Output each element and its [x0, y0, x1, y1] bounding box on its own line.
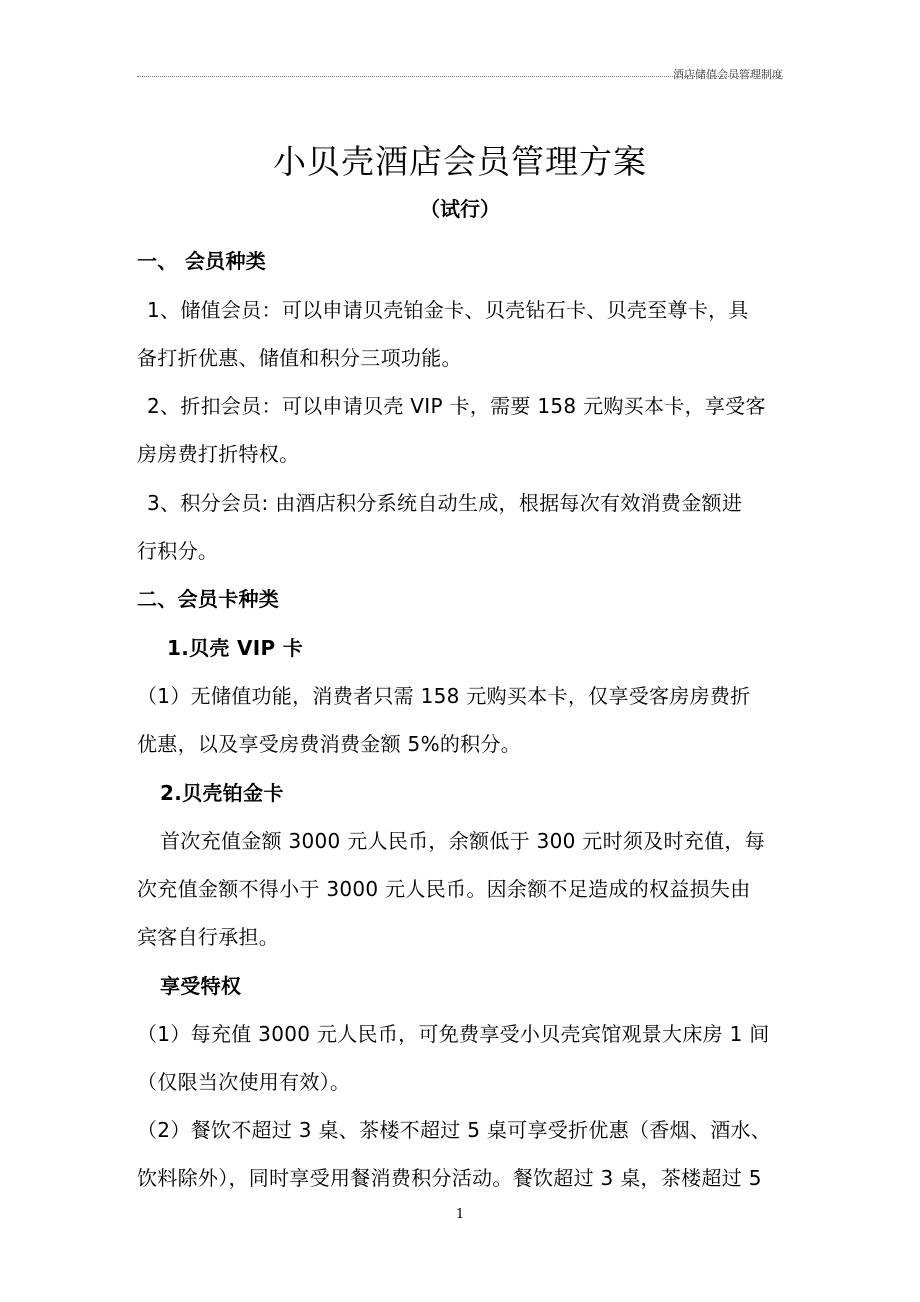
subsection-heading-vip-card: 1.贝壳 VIP 卡 [167, 636, 304, 660]
paragraph-line: 行积分。 [137, 539, 219, 563]
paragraph-line: （1）无储值功能，消费者只需 158 元购买本卡，仅享受客房房费折 [137, 684, 751, 708]
paragraph-line: （2）餐饮不超过 3 桌、茶楼不超过 5 桌可享受折优惠（香烟、酒水、 [137, 1118, 772, 1142]
paragraph-line: 饮料除外），同时享受用餐消费积分活动。餐饮超过 3 桌，茶楼超过 5 [137, 1166, 762, 1190]
paragraph-line: 首次充值金额 3000 元人民币，余额低于 300 元时须及时充值，每 [160, 829, 766, 853]
running-header: 酒店储值会员管理制度 [673, 68, 783, 81]
paragraph-line: 房房费打折特权。 [137, 442, 300, 466]
paragraph-line: 备打折优惠、储值和积分三项功能。 [137, 346, 462, 370]
document-subtitle: （试行） [420, 197, 500, 221]
paragraph-line: 宾客自行承担。 [137, 925, 280, 949]
paragraph-line: 次充值金额不得小于 3000 元人民币。因余额不足造成的权益损失由 [137, 877, 751, 901]
subsection-heading-platinum-card: 2.贝壳铂金卡 [160, 781, 284, 805]
paragraph-line: （1）每充值 3000 元人民币，可免费享受小贝壳宾馆观景大床房 1 间 [137, 1022, 770, 1046]
paragraph-line: 优惠，以及享受房费消费金额 5%的积分。 [137, 732, 522, 756]
page-number: 1 [455, 1207, 465, 1222]
section-heading-card-types: 二、会员卡种类 [137, 587, 280, 611]
subsection-heading-privileges: 享受特权 [160, 974, 242, 998]
paragraph-line: 3、积分会员: 由酒店积分系统自动生成，根据每次有效消费金额进 [147, 491, 743, 515]
paragraph-line: （仅限当次使用有效）。 [137, 1070, 351, 1094]
header-divider [137, 76, 783, 77]
document-title: 小贝壳酒店会员管理方案 [273, 142, 647, 181]
paragraph-line: 1、储值会员：可以申请贝壳铂金卡、贝壳钻石卡、贝壳至尊卡，具 [147, 298, 749, 322]
paragraph-line: 2、折扣会员：可以申请贝壳 VIP 卡，需要 158 元购买本卡，享受客 [147, 394, 766, 418]
section-heading-member-types: 一、 会员种类 [137, 249, 267, 273]
